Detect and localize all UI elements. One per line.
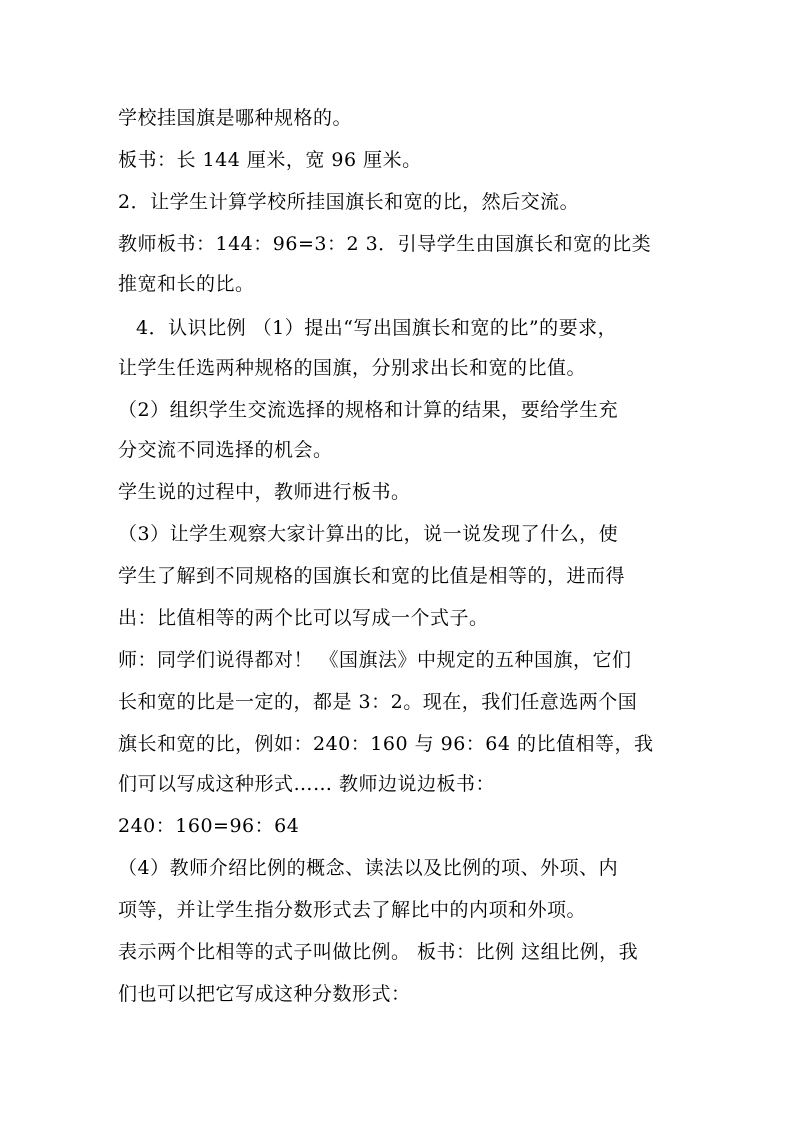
text-line: 学生了解到不同规格的国旗长和宽的比值是相等的，进而得 xyxy=(118,565,626,587)
text-line: 板书：长 144 厘米，宽 96 厘米。 xyxy=(118,149,422,171)
text-line: 2．让学生计算学校所挂国旗长和宽的比，然后交流。 xyxy=(118,191,580,213)
text-line: 出：比值相等的两个比可以写成一个式子。 xyxy=(118,607,489,629)
text-line: 学生说的过程中，教师进行板书。 xyxy=(118,481,411,503)
text-line: 表示两个比相等的式子叫做比例。 板书：比例 这组比例，我 xyxy=(118,941,639,963)
text-line: 师：同学们说得都对！ 《国旗法》中规定的五种国旗，它们 xyxy=(118,649,632,671)
text-line: 4．认识比例 （1）提出“写出国旗长和宽的比”的要求， xyxy=(136,317,618,339)
text-line: 们也可以把它写成这种分数形式： xyxy=(118,983,411,1005)
text-line: （2）组织学生交流选择的规格和计算的结果，要给学生充 xyxy=(118,399,619,421)
text-line: （3）让学生观察大家计算出的比，说一说发现了什么，使 xyxy=(118,523,619,545)
text-line: 分交流不同选择的机会。 xyxy=(118,439,333,461)
text-line: 240：160=96：64 xyxy=(118,815,300,837)
text-line: 推宽和长的比。 xyxy=(118,273,255,295)
text-line: 们可以写成这种形式…… 教师边说边板书： xyxy=(118,773,496,795)
text-line: 项等，并让学生指分数形式去了解比中的内项和外项。 xyxy=(118,899,587,921)
text-line: 教师板书：144：96=3：2 3．引导学生由国旗长和宽的比类 xyxy=(118,233,652,255)
text-line: （4）教师介绍比例的概念、读法以及比例的项、外项、内 xyxy=(118,857,619,879)
text-line: 长和宽的比是一定的，都是 3：2。现在，我们任意选两个国 xyxy=(118,691,638,713)
text-line: 学校挂国旗是哪种规格的。 xyxy=(118,107,353,129)
text-line: 旗长和宽的比，例如：240：160 与 96：64 的比值相等，我 xyxy=(118,733,654,755)
text-line: 让学生任选两种规格的国旗，分别求出长和宽的比值。 xyxy=(118,357,587,379)
